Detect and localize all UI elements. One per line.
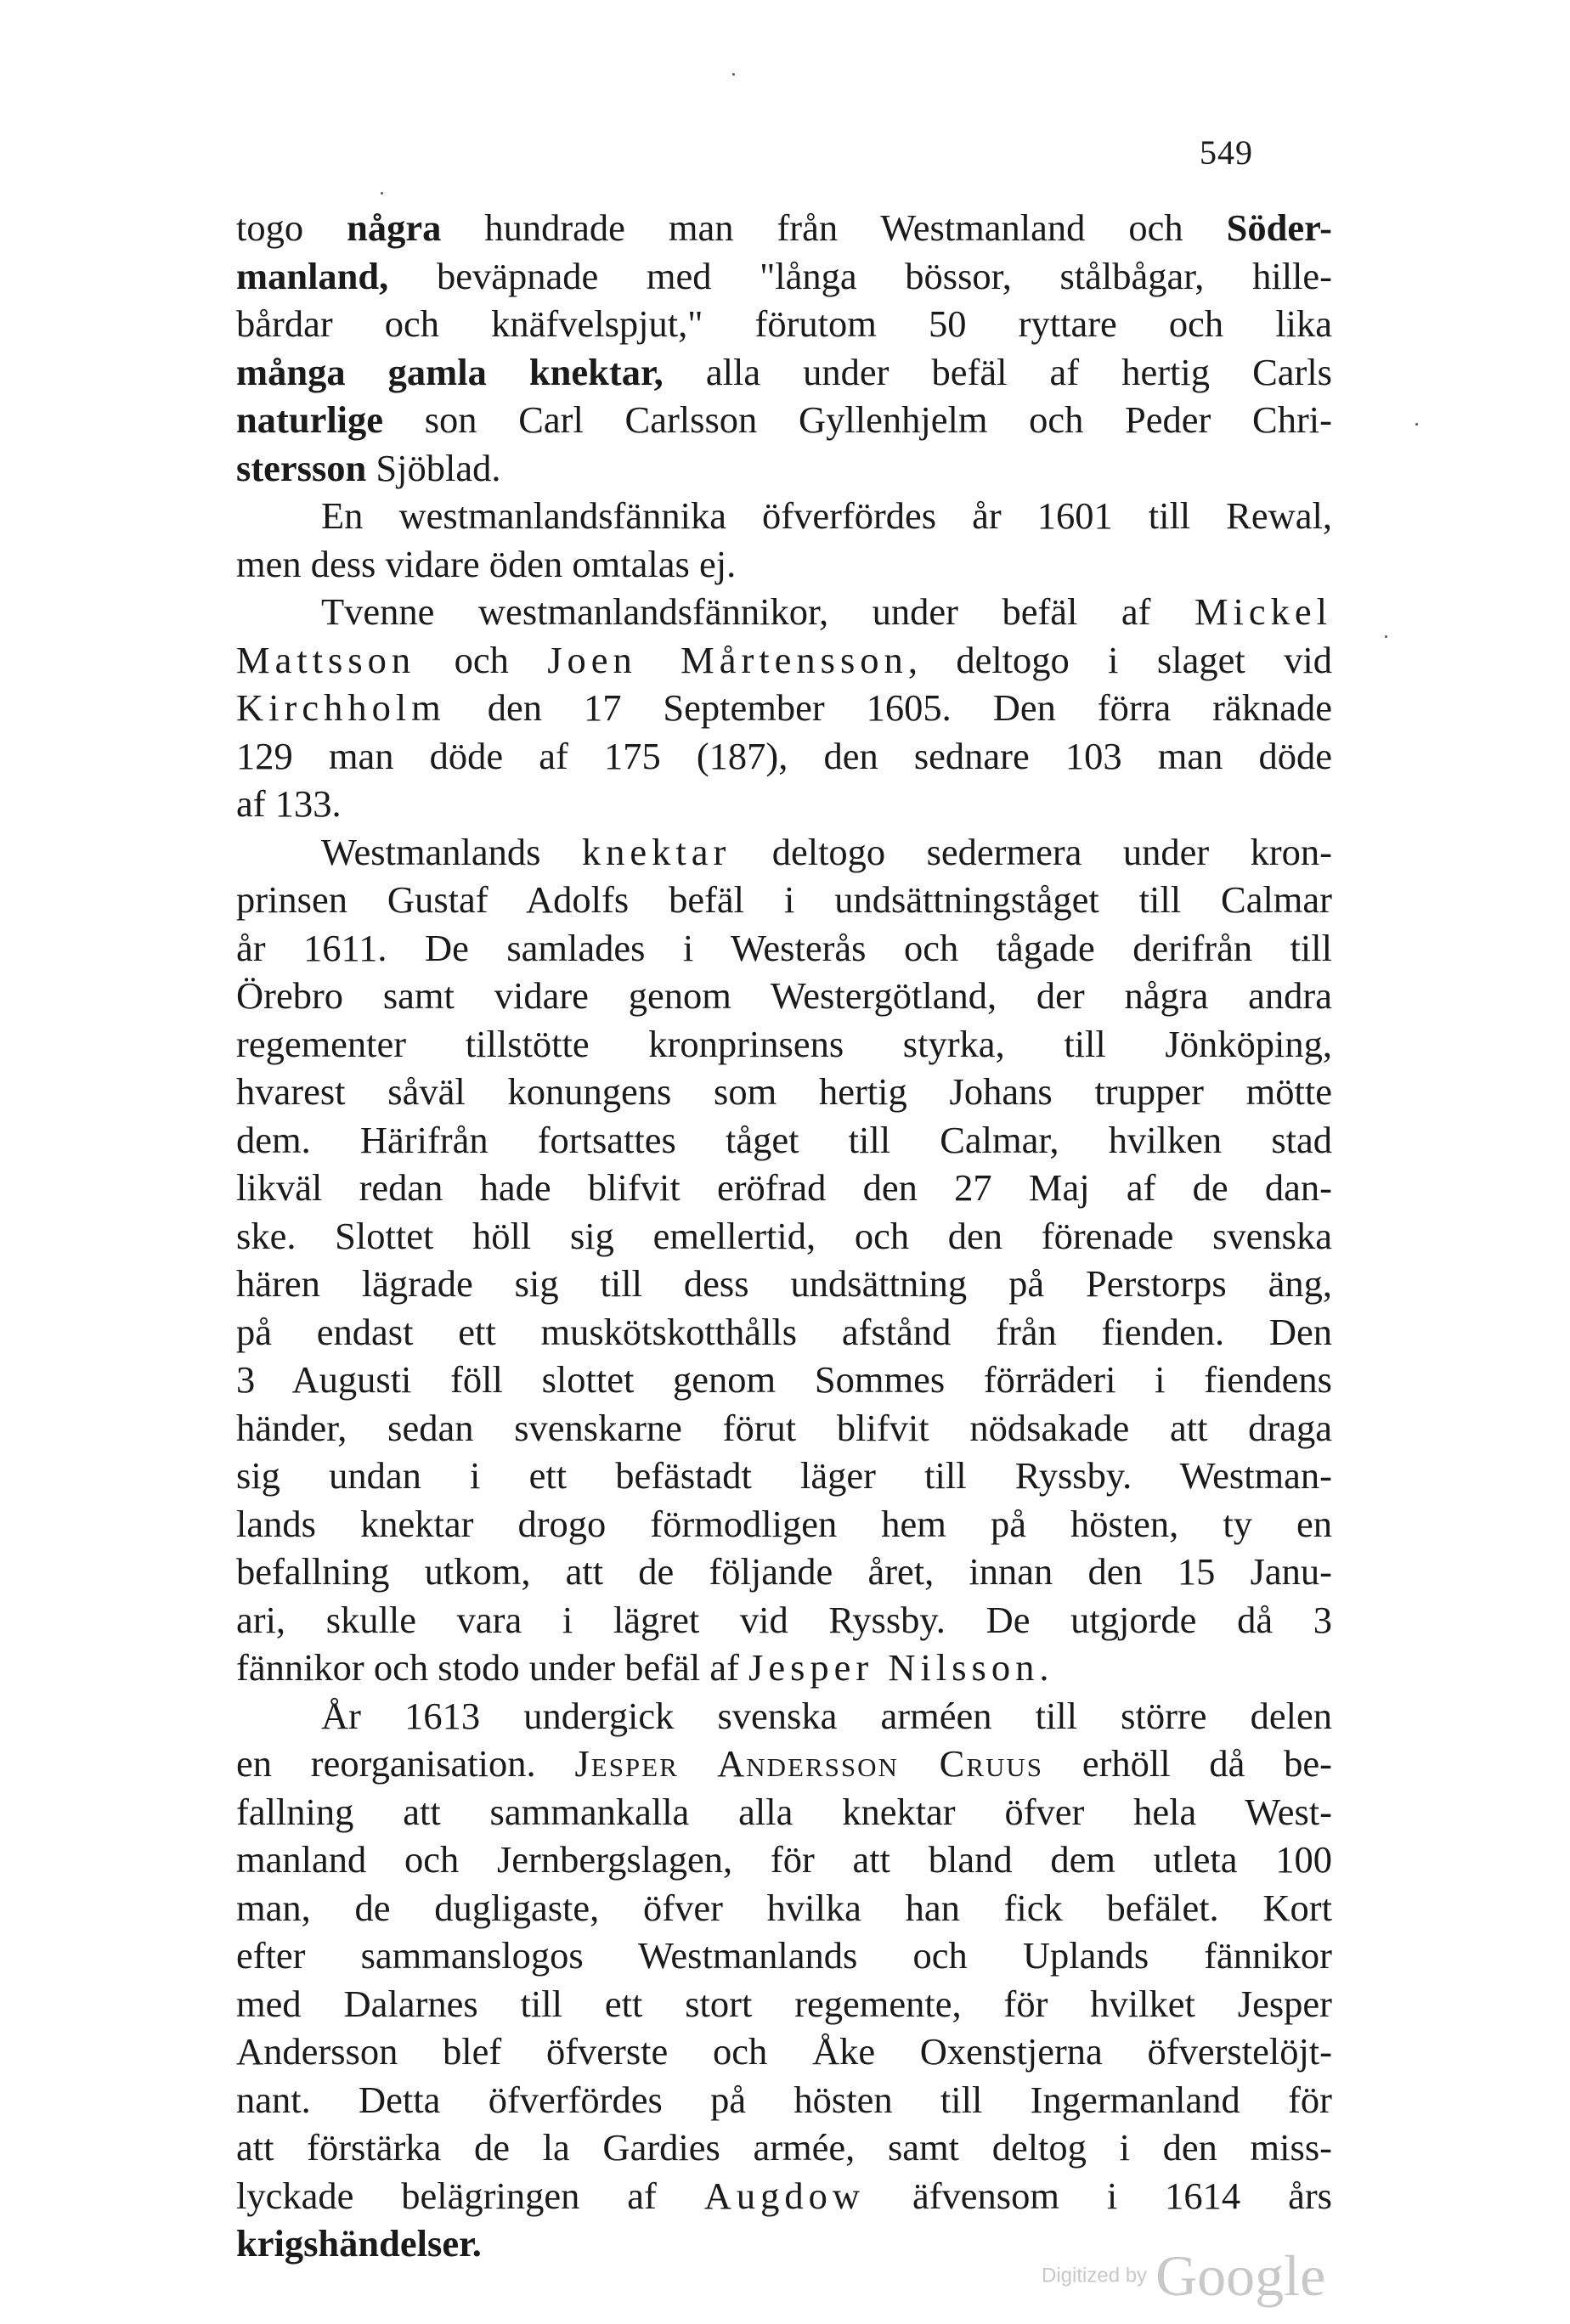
text-segment: Tvenne westmanlandsfännikor, under befäl af xyxy=(321,590,1194,633)
text-line xyxy=(236,2028,1332,2076)
text-line xyxy=(236,1212,1332,1261)
text-line xyxy=(236,300,1332,348)
text-line xyxy=(236,1596,1332,1644)
text-line xyxy=(236,1836,1332,1884)
text-line xyxy=(236,1116,1332,1165)
text-segment: Andersson blef öfverste och Åke Oxenstjerna öfverstelöjt- xyxy=(236,2030,1332,2073)
text-line xyxy=(236,1500,1332,1548)
text-line xyxy=(236,2076,1332,2124)
text-segment: efter sammanslogos Westmanlands och Uplands fännikor xyxy=(236,1934,1332,1977)
text-line xyxy=(236,1788,1332,1836)
text-segment: man, de dugligaste, öfver hvilka han fick befälet. Kort xyxy=(236,1886,1332,1929)
text-segment: med Dalarnes till ett stort regemente, för hvilket Jesper xyxy=(236,1982,1332,2025)
text-segment: den 17 September 1605. Den förra räknade xyxy=(445,686,1332,729)
text-segment: lyckade belägringen af xyxy=(236,2174,704,2217)
text-line xyxy=(236,828,1332,877)
text-line xyxy=(236,2172,1332,2220)
digitized-watermark xyxy=(1042,2242,1325,2310)
text-segment: regementer tillstötte kronprinsens styrka, till Jönköping, xyxy=(236,1022,1332,1065)
text-segment: dem. Härifrån fortsattes tåget till Calmar, hvilken stad xyxy=(236,1118,1332,1161)
text-segment: Jesper Andersson Cruus xyxy=(574,1742,1044,1785)
text-line xyxy=(236,1404,1332,1452)
text-line xyxy=(236,396,1332,444)
text-segment: af 133. xyxy=(236,782,342,825)
text-segment: hundrade man från Westmanland och xyxy=(441,206,1227,249)
watermark-prefix: Digitized by xyxy=(1042,2264,1148,2287)
text-segment: deltogo sedermera under kron- xyxy=(731,830,1332,873)
body-text xyxy=(236,204,1332,2268)
text-segment: några xyxy=(347,206,442,249)
text-segment: men dess vidare öden omtalas ej. xyxy=(236,542,737,585)
text-segment: många gamla knektar, xyxy=(236,350,664,393)
text-segment: att förstärka de la Gardies arméе, samt deltog i den miss- xyxy=(236,2126,1332,2169)
text-line xyxy=(236,732,1332,781)
text-segment: år 1611. De samlades i Westerås och tågade derifrån till xyxy=(236,926,1332,969)
print-speck xyxy=(1385,635,1387,638)
text-segment: manland, xyxy=(236,254,389,297)
text-line xyxy=(236,348,1332,397)
text-line xyxy=(236,1356,1332,1404)
text-segment: År 1613 undergick svenska arméen till större delen xyxy=(321,1694,1332,1737)
text-line xyxy=(236,972,1332,1020)
text-segment: äfvensom i 1614 års xyxy=(865,2174,1332,2217)
text-line xyxy=(236,252,1332,301)
text-segment: hvarest såväl konungens som hertig Johans trupper mötte xyxy=(236,1070,1332,1113)
text-line xyxy=(236,636,1332,685)
text-segment: befallning utkom, att de följande året, innan den 15 Janu- xyxy=(236,1550,1332,1593)
text-segment: Mickel xyxy=(1194,590,1332,633)
text-segment: 129 man döde af 175 (187), den sednare 103 man döde xyxy=(236,734,1332,777)
text-segment: händer, sedan svenskarne förut blifvit nödsakade att draga xyxy=(236,1406,1332,1449)
text-segment: lands knektar drogo förmodligen hem på hösten, ty en xyxy=(236,1502,1332,1545)
text-line xyxy=(236,1452,1332,1500)
text-segment: och xyxy=(415,638,548,681)
text-line xyxy=(236,684,1332,732)
page-number: 549 xyxy=(1200,133,1253,172)
text-line xyxy=(236,1164,1332,1212)
text-segment: togo xyxy=(236,206,347,249)
text-line xyxy=(236,1548,1332,1596)
text-segment: naturlige xyxy=(236,398,384,441)
text-segment: . xyxy=(1039,1646,1049,1689)
text-line xyxy=(236,588,1332,636)
text-line xyxy=(236,876,1332,924)
text-segment: manland och Jernbergslagen, för att bland dem utleta 100 xyxy=(236,1838,1332,1881)
print-speck xyxy=(1415,423,1418,426)
text-line xyxy=(236,924,1332,973)
text-line xyxy=(236,540,1332,589)
text-segment: bårdar och knäfvelspjut," förutom 50 ryttare och lika xyxy=(236,302,1332,345)
print-speck xyxy=(381,192,383,195)
text-segment: Kirchholm xyxy=(236,686,446,729)
text-segment: ske. Slottet höll sig emellertid, och den förenade svenska xyxy=(236,1214,1332,1257)
text-line xyxy=(236,1068,1332,1116)
text-line xyxy=(236,780,1332,828)
text-line xyxy=(236,1884,1332,1932)
text-segment: beväpnade med "långa bössor, stålbågar, hille- xyxy=(388,254,1332,297)
text-line xyxy=(236,1980,1332,2028)
text-segment: Sjöblad. xyxy=(366,446,501,489)
text-segment: Söder- xyxy=(1226,206,1332,249)
text-line xyxy=(236,1020,1332,1069)
text-segment: son Carl Carlsson Gyllenhjelm och Peder Chri- xyxy=(383,398,1332,441)
text-segment: en reorganisation. xyxy=(236,1742,575,1785)
text-line xyxy=(236,492,1332,540)
text-line xyxy=(236,444,1332,493)
text-segment: Örebro samt vidare genom Westergötland, der några andra xyxy=(236,974,1332,1017)
text-line xyxy=(236,1932,1332,1980)
text-segment: erhöll då be- xyxy=(1043,1742,1333,1785)
text-segment: , deltogo i slaget vid xyxy=(907,638,1332,681)
text-segment: Joen Mårtensson xyxy=(547,638,908,681)
text-line xyxy=(236,1644,1332,1692)
text-segment: sig undan i ett befästadt läger till Ryssby. Westman- xyxy=(236,1454,1332,1497)
text-segment: fallning att sammankalla alla knektar öfver hela West- xyxy=(236,1790,1332,1833)
text-segment: på endast ett muskötskotthålls afstånd från fienden. Den xyxy=(236,1310,1332,1353)
text-segment: nant. Detta öfverfördes på hösten till Ingermanland för xyxy=(236,2078,1332,2121)
text-segment: Westmanlands xyxy=(321,830,582,873)
text-segment: stersson xyxy=(236,446,367,489)
text-line xyxy=(236,204,1332,252)
text-segment: Jesper Nilsson xyxy=(748,1646,1040,1689)
text-segment: hären lägrade sig till dess undsättning på Perstorps äng, xyxy=(236,1262,1332,1305)
text-segment: Augdow xyxy=(703,2174,866,2217)
text-line xyxy=(236,1692,1332,1740)
text-line xyxy=(236,1308,1332,1357)
text-segment: ari, skulle vara i lägret vid Ryssby. De utgjorde då 3 xyxy=(236,1598,1332,1641)
text-line xyxy=(236,2124,1332,2172)
google-logo: Google xyxy=(1155,2243,1326,2308)
text-segment: knektar xyxy=(581,830,731,873)
text-segment: Mattsson xyxy=(236,638,416,681)
print-speck xyxy=(732,73,735,76)
text-segment: fännikor och stodo under befäl af xyxy=(236,1646,749,1689)
text-line xyxy=(236,1260,1332,1308)
text-segment: alla under befäl af hertig Carls xyxy=(663,350,1332,393)
text-segment: likväl redan hade blifvit eröfrad den 27 Maj af de dan- xyxy=(236,1166,1332,1209)
text-segment: krigshändelser. xyxy=(236,2222,482,2265)
text-segment: En westmanlandsfännika öfverfördes år 1601 till Rewal, xyxy=(321,494,1332,537)
text-line xyxy=(236,1740,1332,1788)
text-segment: prinsen Gustaf Adolfs befäl i undsättningståget till Calmar xyxy=(236,878,1332,921)
text-segment: 3 Augusti föll slottet genom Sommes förräderi i fiendens xyxy=(236,1358,1332,1401)
